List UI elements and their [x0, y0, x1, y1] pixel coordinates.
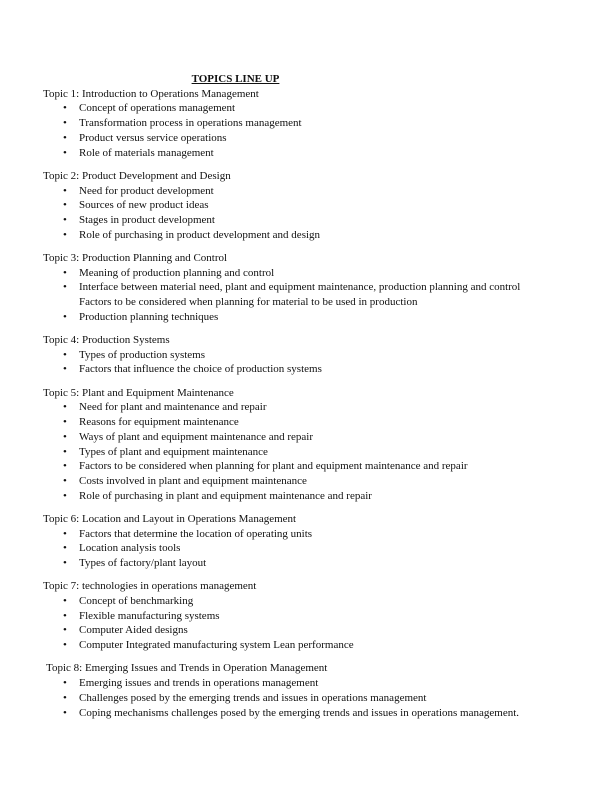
bullet-icon: •: [63, 102, 67, 115]
list-item-text: Costs involved in plant and equipment maintenance: [79, 474, 307, 487]
list-item-text: Transformation process in operations management: [79, 117, 302, 130]
bullet-icon: •: [63, 474, 67, 487]
list-item: [43, 310, 523, 325]
bullet-icon: •: [63, 691, 67, 704]
list-item-text: Computer Integrated manufacturing system Lean performance: [79, 639, 354, 652]
list-item: [43, 527, 523, 542]
list-item: [43, 266, 523, 281]
topic-section: [43, 333, 523, 377]
topic-heading: Topic 7: technologies in operations management: [43, 580, 257, 593]
list-item-text: Need for product development: [79, 184, 214, 197]
bullet-icon: •: [63, 430, 67, 443]
list-item-text: Types of production systems: [79, 348, 206, 361]
page-title: TOPICS LINE UP: [191, 73, 280, 85]
list-item: [43, 131, 523, 146]
topic-section: [43, 512, 523, 571]
topic-section: [43, 87, 523, 161]
bullet-icon: •: [63, 266, 67, 279]
list-item-text: Types of plant and equipment maintenance: [79, 445, 268, 458]
list-item-text: Role of materials management: [79, 146, 214, 159]
list-item-text: Role of purchasing in product development and design: [79, 228, 321, 241]
bullet-icon: •: [63, 595, 67, 608]
topic-heading: Topic 4: Production Systems: [43, 334, 170, 347]
bullet-icon: •: [63, 199, 67, 212]
list-item: [43, 101, 523, 116]
bullet-icon: •: [63, 401, 67, 414]
list-item: [43, 623, 523, 638]
bullet-icon: •: [63, 281, 67, 294]
list-item-text: Factors to be considered when planning for plant and equipment maintenance and repair: [79, 460, 468, 473]
bullet-icon: •: [63, 363, 67, 376]
topic-section: [43, 386, 523, 504]
list-item: [43, 362, 523, 377]
bullet-icon: •: [63, 557, 67, 570]
list-item-text: Challenges posed by the emerging trends and issues in operations management: [79, 691, 427, 704]
bullet-icon: •: [63, 416, 67, 429]
list-item: [43, 638, 523, 653]
list-item: [43, 489, 523, 504]
bullet-icon: •: [63, 213, 67, 226]
topic-section: [43, 579, 523, 653]
bullet-list: [43, 348, 523, 377]
bullet-icon: •: [63, 184, 67, 197]
list-item-text: Role of purchasing in plant and equipment maintenance and repair: [79, 489, 372, 502]
bullet-icon: •: [63, 639, 67, 652]
topic-section: [43, 661, 523, 720]
topic-section: [43, 251, 523, 325]
list-item: [43, 228, 523, 243]
list-item: [43, 556, 523, 571]
bullet-icon: •: [63, 131, 67, 144]
list-item-text: Location analysis tools: [79, 542, 181, 555]
list-item: [43, 213, 523, 228]
list-item: [43, 706, 523, 721]
list-item-text: Stages in product development: [79, 213, 215, 226]
bullet-icon: •: [63, 706, 67, 719]
list-item: [43, 198, 523, 213]
list-item: [43, 594, 523, 609]
bullet-icon: •: [63, 542, 67, 555]
list-item: [43, 541, 523, 556]
topic-heading: Topic 5: Plant and Equipment Maintenance: [43, 386, 234, 399]
list-item: [43, 609, 523, 624]
bullet-list: [43, 400, 523, 503]
list-item: [43, 400, 523, 415]
topic-heading: Topic 8: Emerging Issues and Trends in Operation Management: [46, 662, 328, 675]
bullet-list: [43, 101, 523, 160]
list-item: [43, 146, 523, 161]
list-item: [43, 116, 523, 131]
topic-heading: Topic 6: Location and Layout in Operations Management: [43, 512, 297, 525]
list-item-text: Need for plant and maintenance and repair: [79, 401, 267, 414]
list-item-text: Production planning techniques: [79, 310, 219, 323]
list-item-text: Flexible manufacturing systems: [79, 609, 220, 622]
bullet-icon: •: [63, 117, 67, 130]
bullet-list: [43, 676, 523, 720]
topics-list: [43, 87, 523, 721]
list-item-text: Coping mechanisms challenges posed by the emerging trends and issues in operations management.: [79, 706, 520, 719]
bullet-icon: •: [63, 228, 67, 241]
list-item: [43, 415, 523, 430]
bullet-icon: •: [63, 445, 67, 458]
bullet-icon: •: [63, 348, 67, 361]
topic-heading: Topic 1: Introduction to Operations Management: [43, 87, 259, 100]
list-item-text: Emerging issues and trends in operations management: [79, 677, 319, 690]
bullet-list: [43, 184, 523, 243]
bullet-icon: •: [63, 527, 67, 540]
bullet-icon: •: [63, 609, 67, 622]
list-item: [43, 348, 523, 363]
document-page: [43, 72, 523, 720]
bullet-icon: •: [63, 677, 67, 690]
bullet-icon: •: [63, 489, 67, 502]
topic-section: [43, 169, 523, 243]
list-item: [43, 445, 523, 460]
list-item: [43, 691, 523, 706]
bullet-list: [43, 594, 523, 653]
list-item-text: Concept of benchmarking: [79, 595, 194, 608]
list-item-text: Meaning of production planning and control: [79, 266, 275, 279]
topic-heading: Topic 3: Production Planning and Control: [43, 251, 228, 264]
bullet-list: [43, 527, 523, 571]
list-item: [43, 676, 523, 691]
bullet-icon: •: [63, 624, 67, 637]
list-item-text: Factors that determine the location of operating units: [79, 527, 313, 540]
bullet-icon: •: [63, 310, 67, 323]
topic-heading: Topic 2: Product Development and Design: [43, 169, 231, 182]
list-item: [43, 474, 523, 489]
list-item-text: Sources of new product ideas: [79, 199, 209, 212]
bullet-icon: •: [63, 146, 67, 159]
list-item-text: Product versus service operations: [79, 131, 227, 144]
list-item: [43, 184, 523, 199]
list-item: [43, 280, 523, 309]
list-item-text: Ways of plant and equipment maintenance and repair: [79, 430, 313, 443]
list-item-text: Interface between material need, plant and equipment maintenance, production planning and control Factors to be considered when planning for material to be used in production: [79, 281, 521, 309]
list-item-text: Factors that influence the choice of production systems: [79, 363, 322, 376]
bullet-list: [43, 266, 523, 325]
list-item: [43, 459, 523, 474]
bullet-icon: •: [63, 460, 67, 473]
list-item-text: Reasons for equipment maintenance: [79, 416, 239, 429]
list-item-text: Computer Aided designs: [79, 624, 188, 637]
list-item-text: Types of factory/plant layout: [79, 557, 207, 570]
list-item-text: Concept of operations management: [79, 102, 236, 115]
list-item: [43, 430, 523, 445]
